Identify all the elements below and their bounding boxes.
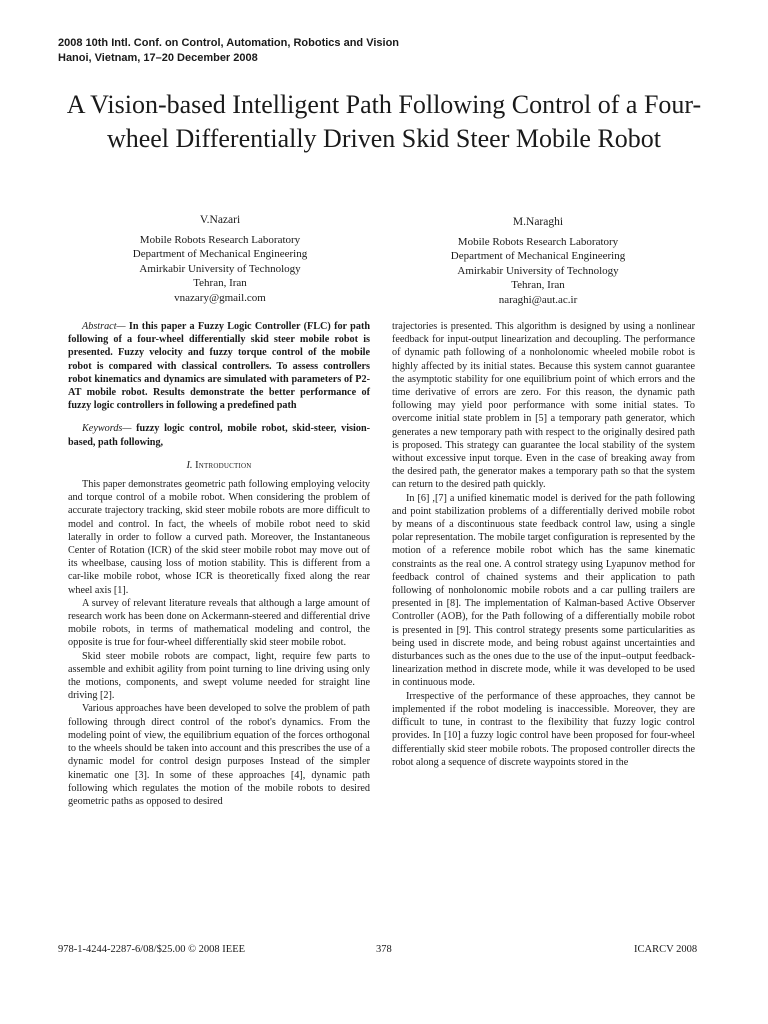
author-name: V.Nazari [199, 214, 241, 226]
paragraph: Skid steer mobile robots are compact, light, require few parts to assemble and exhibit agility from point turning to line driving using only the motions, components, and swept volume needed for straight line driving [2]. [68, 650, 370, 702]
paragraph: In [6] ,[7] a unified kinematic model is derived for the path following and point stabilization problems of a differentially derived mobile robot by means of a discontinuous state feedback control law, using a single polar representation. The mobile target configuration is represented by the motion of a reference mobile robot which has the same kinematic constraints as the real one. A control strategy using Lyapunov method for feedback control of chained systems and their application to path following of nonholonomic mobile robots and a car pulling trailers are presented in [8]. The implementation of Kalman-based Active Observer Controller (AOB), for the Path following of a differentially mobile robot is presented in [9]. This control strategy presents some particularities as being used in discrete mode, and being robust against uncertainties and disturbances such as the ones due to the use of the input–output feedback-linearization method in discrete mode, while it was developed to be used in continuous mode. [392, 492, 695, 689]
page-number: 378 [376, 944, 392, 955]
author-department: Department of Mechanical Engineering [132, 248, 308, 260]
author-block-1 [90, 213, 350, 305]
author-block-2 [408, 215, 668, 307]
keywords [68, 422, 370, 448]
author-city: Tehran, Iran [511, 279, 565, 291]
author-university: Amirkabir University of Technology [457, 264, 619, 277]
paper-title: A Vision-based Intelligent Path Following Control of a Four-wheel Differentially Driven Skid Steer Mobile Robot [66, 90, 702, 153]
footer-isbn: 978-1-4244-2287-6/08/$25.00 © 2008 IEEE [58, 944, 246, 955]
author-email: vnazary@gmail.com [174, 291, 266, 304]
keywords-text: fuzzy logic control, mobile robot, skid-steer, vision-based, path following, [68, 423, 370, 448]
conference-name: 2008 10th Intl. Conf. on Control, Automation, Robotics and Vision [58, 37, 400, 49]
author-department: Department of Mechanical Engineering [450, 250, 626, 262]
footer-venue: ICARCV 2008 [634, 944, 698, 955]
right-column [392, 320, 695, 769]
paragraph: trajectories is presented. This algorithm is designed by using a nonlinear feedback for input-output linearization and decoupling. The performance of dynamic path following of a nonholonomic wheeled mobile robot is highly affected by its initial states. Because this system cannot guarantee the asymptotic stability for one equilibrium point of which errors and the time derivative of errors are zero. For this reason, the dynamic path following may yield poor performance with some initial states. To overcome initial state problem in [5] a temporary path generator, which generates a new temporary path with respect to the originally desired path is proposed. This strategy can guarantee the local stability of the system without excessive input torque. Even in the case of breaking away from the desired path, the generator makes a temporary path so that the system can return to the desired path quickly. [392, 321, 695, 491]
abstract-text: In this paper a Fuzzy Logic Controller (FLC) for path following of a four-wheel differentially skid steer mobile robot is presented. Fuzzy velocity and fuzzy torque control of the mobile robot is compared with classical controllers. To assess controllers robot kinematics and dynamics are simulated with parameters of P2-AT mobile robot. Results demonstrate the better performance of fuzzy logic controllers in following a predefined path [68, 321, 370, 412]
left-column [68, 320, 370, 808]
paragraph: A survey of relevant literature reveals that although a large amount of research work has been done on Ackermann-steered and differential drive mobile robots, in terms of mathematical modeling and control, the opposite is true for four-wheel differentially skid steer mobile robot. [68, 597, 370, 649]
author-city: Tehran, Iran [193, 277, 247, 289]
author-email: naraghi@aut.ac.ir [498, 293, 578, 306]
keywords-label: Keywords— [82, 423, 132, 435]
paragraph: Irrespective of the performance of these approaches, they cannot be implemented if the robot modeling is inaccessible. Moreover, they are difficult to tune, in contrast to the flexibility that fuzzy logic control provides. In [10] a fuzzy logic control have been proposed for four-wheel differentially skid steer mobile robots. The proposed controller directs the robot along a sequence of discrete waypoints stored in the [392, 690, 695, 768]
abstract-label: Abstract— [82, 321, 126, 332]
author-name: M.Naraghi [512, 216, 564, 228]
abstract [68, 320, 370, 412]
paragraph: This paper demonstrates geometric path following employing velocity and torque control of a mobile robot. When considering the problem of accurate trajectory tracking, skid steer mobile robots are more difficult to model and control. In fact, the wheels of mobile robot need to skid laterally in order to follow a curved path. Moreover, the Instantaneous Center of Rotation (ICR) of the skid steer mobile robot may move out of its wheelbase, causing loss of motion stability. This is different from a car-like mobile robot, whose ICR is theoretically fixed along the rear wheel axis [1]. [68, 479, 370, 596]
conference-location: Hanoi, Vietnam, 17–20 December 2008 [58, 52, 258, 64]
conference-header [58, 36, 399, 66]
section-numeral: I. [186, 459, 193, 471]
author-university: Amirkabir University of Technology [139, 262, 301, 275]
section-heading [68, 459, 370, 472]
paragraph: Various approaches have been developed to solve the problem of path following through direct control of the robot's dynamics. From the modeling point of view, the equilibrium equation of the forces orthogonal to the wheels should be taken into account and this prescribes the use of a dynamic model for control design purposes Instead of the simpler kinematic one [3]. In some of these approaches [4], dynamic path following which regulates the motion of the mobile robots to desired geometric paths as opposed to desired [68, 703, 370, 807]
section-title: Introduction [195, 459, 252, 471]
author-lab: Mobile Robots Research Laboratory [457, 235, 619, 248]
author-lab: Mobile Robots Research Laboratory [139, 233, 301, 246]
